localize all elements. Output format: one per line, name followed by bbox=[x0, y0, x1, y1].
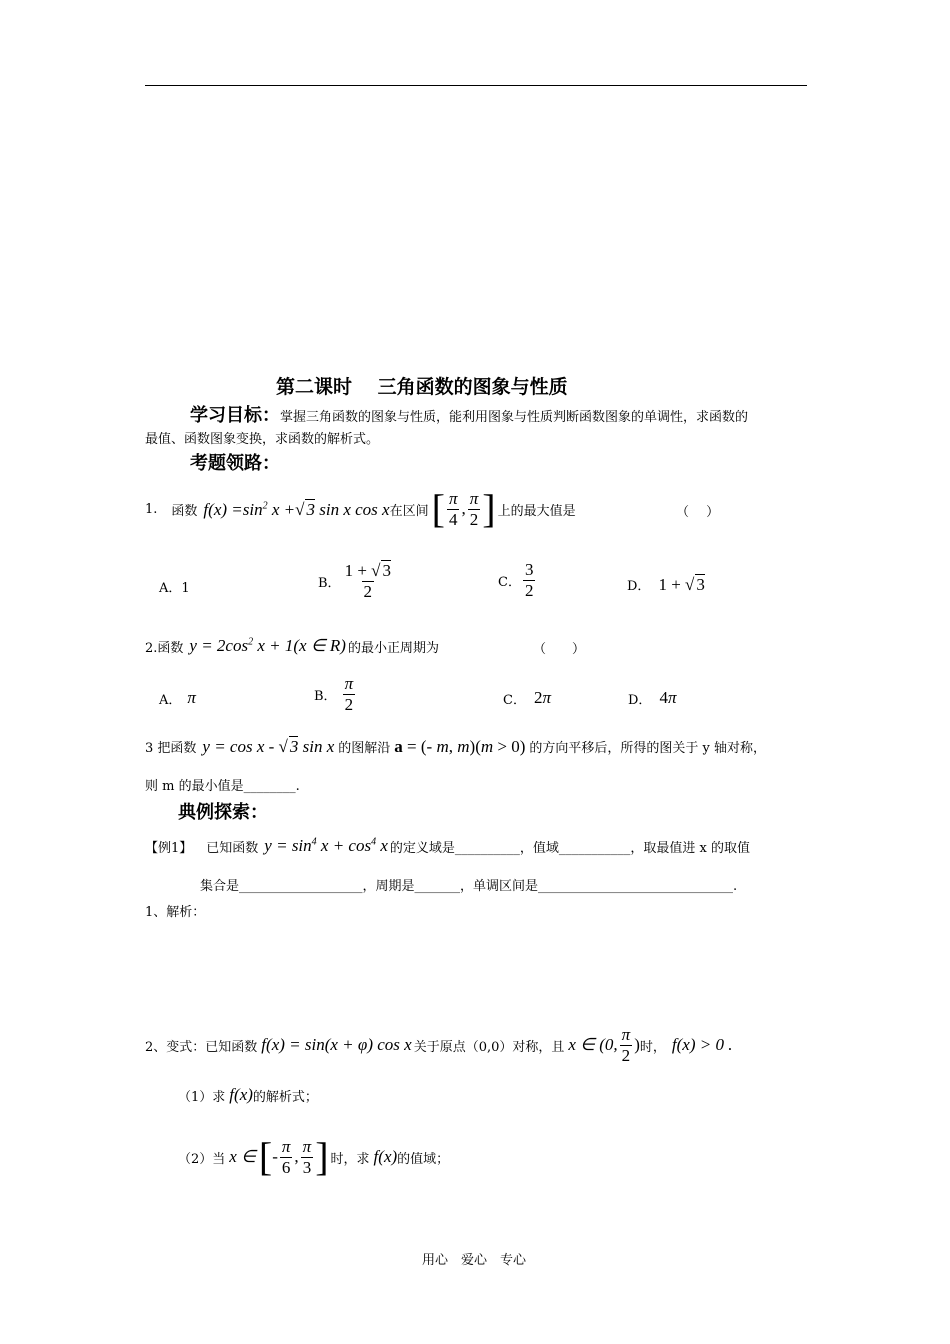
variant-p2-minus: - bbox=[272, 1147, 278, 1166]
q1-formula: $f(x) =\sin^2$ x +√ 3 sin x cos x bbox=[203, 499, 390, 519]
variant-p1-tail: 的解析式； bbox=[252, 1089, 318, 1105]
q1-interval-left-bracket: [ bbox=[431, 486, 445, 531]
variant-p1-lead: （1）求 bbox=[178, 1089, 226, 1105]
analysis-label: 1、解析： bbox=[145, 905, 206, 920]
q2-lead: 2.函数 bbox=[145, 640, 184, 656]
variant-domain: x ∈ (0, bbox=[568, 1035, 618, 1054]
variant-p2-formula: f(x) bbox=[373, 1147, 398, 1166]
page-title: 第二课时 三角函数的图象与性质 bbox=[276, 376, 568, 398]
variant-part-2: （2）当 x ∈ [ - $\frac{\pi}{6}$ , $\frac{\pi}{3}$ ] 时，求 f(x) 的值域； bbox=[178, 1134, 450, 1179]
ex1-lead: 已知函数 bbox=[206, 840, 259, 856]
variant-formula: f(x) = sin(x + φ) cos x bbox=[261, 1035, 412, 1054]
q1-option-a: A．1 bbox=[159, 581, 190, 596]
variant-p2-lead: （2）当 bbox=[178, 1151, 226, 1167]
example-1 bbox=[145, 836, 750, 856]
section-heading-1: 考题领路： bbox=[190, 453, 280, 474]
q1-option-c bbox=[498, 560, 537, 601]
variant-condition: f(x) > 0 . bbox=[671, 1035, 733, 1054]
q3-vector: a = (- m, m)(m > 0) bbox=[394, 736, 526, 756]
q1-option-d bbox=[627, 574, 705, 595]
variant-p2-right-bracket: ] bbox=[315, 1134, 329, 1179]
q3-mid: 的图解沿 bbox=[338, 741, 391, 756]
q1-frac-pi-4: $\frac{\pi}{4}$ bbox=[448, 488, 458, 529]
section-heading-2: 典例探索： bbox=[178, 802, 268, 823]
ex1-line-2: 集合是___________________，周期是_______，单调区间是______________________________. bbox=[200, 879, 738, 894]
q1-option-d-label: D． bbox=[627, 579, 651, 594]
q1-option-b bbox=[318, 560, 395, 602]
q2-tail: 的最小正周期为 bbox=[347, 640, 439, 656]
q2-option-b-frac: $\frac{\pi}{2}$ bbox=[344, 674, 354, 714]
variant-p2-left-bracket: [ bbox=[258, 1134, 273, 1179]
q1-frac-pi-2: $\frac{\pi}{2}$ bbox=[469, 488, 479, 529]
variant-p1-formula: f(x) bbox=[229, 1085, 253, 1104]
q2-option-c-label: C． bbox=[503, 692, 526, 708]
q3-tail: 的方向平移后，所得的图关于 y 轴对称， bbox=[529, 741, 766, 756]
header-rule bbox=[145, 85, 807, 86]
q1-option-c-label: C． bbox=[498, 575, 521, 590]
q1-option-b-label: B． bbox=[318, 575, 341, 591]
q2-option-b bbox=[314, 674, 357, 715]
q1-interval-right-bracket: ] bbox=[482, 486, 496, 531]
q1-option-d-value: 1 + √ 3 bbox=[658, 575, 705, 594]
variant-p2-frac-pi-3: $\frac{\pi}{3}$ bbox=[302, 1136, 312, 1177]
q2-option-c-value: 2π bbox=[533, 688, 551, 707]
q1-tail: 上的最大值是 bbox=[497, 503, 576, 519]
variant-question: 2、变式：已知函数 f(x) = sin(x + φ) cos x 关于原点（0,0）对称，且 x ∈ (0, $\frac{\pi}{2}$ ) 时， f(x) > 0 . bbox=[145, 1024, 733, 1065]
variant-lead: 2、变式：已知函数 bbox=[145, 1039, 258, 1055]
q2-option-a-label: A． bbox=[159, 692, 182, 708]
q2-option-a-value: π bbox=[187, 688, 196, 707]
ex1-label: 【例1】 bbox=[145, 840, 193, 856]
question-3 bbox=[145, 736, 766, 757]
q1-option-b-frac: $\frac{1 + √ 3}{2}$ bbox=[344, 561, 391, 601]
q1-number: 1. bbox=[145, 501, 158, 517]
variant-p2-mid: 时，求 bbox=[330, 1151, 370, 1167]
variant-part-1 bbox=[178, 1085, 318, 1105]
q1-option-c-frac: $\frac{3}{2}$ bbox=[524, 560, 534, 600]
question-2 bbox=[145, 636, 439, 656]
q2-option-a bbox=[159, 688, 196, 708]
q2-answer-paren: （ ） bbox=[533, 642, 586, 657]
q3-line-2: 则 m 的最小值是________. bbox=[145, 779, 300, 794]
variant-time: 时， bbox=[639, 1039, 666, 1055]
variant-p2-var: x ∈ bbox=[229, 1147, 256, 1166]
ex1-tail: 的定义域是__________，值域___________，取最值进 x 的取值 bbox=[389, 840, 750, 856]
q3-lead: 3 把函数 bbox=[145, 741, 197, 756]
variant-frac-pi-2: $\frac{\pi}{2}$ bbox=[621, 1024, 631, 1065]
q3-formula: y = cos x - √ 3 sin x bbox=[202, 737, 335, 756]
variant-mid: 关于原点（0,0）对称，且 bbox=[413, 1039, 565, 1055]
question-1: 1. 函数 $f(x) =\sin^2$ x +√ 3 sin x cos x 在区间 [ $\frac{\pi}{4}$ , $\frac{\pi}{2}$ ] 上的最大值是 bbox=[145, 486, 576, 531]
page-footer: 用心 爱心 专心 bbox=[422, 1253, 527, 1268]
q1-in-interval: 在区间 bbox=[389, 503, 429, 519]
q2-option-c bbox=[503, 688, 551, 708]
goal-text-1: 掌握三角函数的图象与性质，能利用图象与性质判断函数图象的单调性，求函数的 bbox=[280, 410, 749, 425]
goal-label: 学习目标： bbox=[190, 405, 280, 426]
q1-lead: 函数 bbox=[171, 503, 198, 519]
variant-p2-tail: 的值域； bbox=[397, 1151, 450, 1167]
goal-text-2: 最值、函数图象变换，求函数的解析式。 bbox=[145, 432, 380, 447]
variant-p2-frac-pi-6: $\frac{\pi}{6}$ bbox=[281, 1136, 291, 1177]
q2-option-d bbox=[628, 688, 676, 708]
ex1-formula: $y = \sin^4 x + \cos^4 x$ bbox=[264, 836, 388, 855]
q2-formula: $y = 2\cos^2$ x + 1(x ∈ R) bbox=[189, 636, 346, 655]
learning-goal bbox=[190, 401, 748, 427]
q1-answer-paren: （ ） bbox=[676, 505, 720, 520]
q2-option-d-value: 4π bbox=[659, 688, 677, 707]
q2-option-b-label: B． bbox=[314, 689, 337, 704]
q2-option-d-label: D． bbox=[628, 692, 652, 708]
